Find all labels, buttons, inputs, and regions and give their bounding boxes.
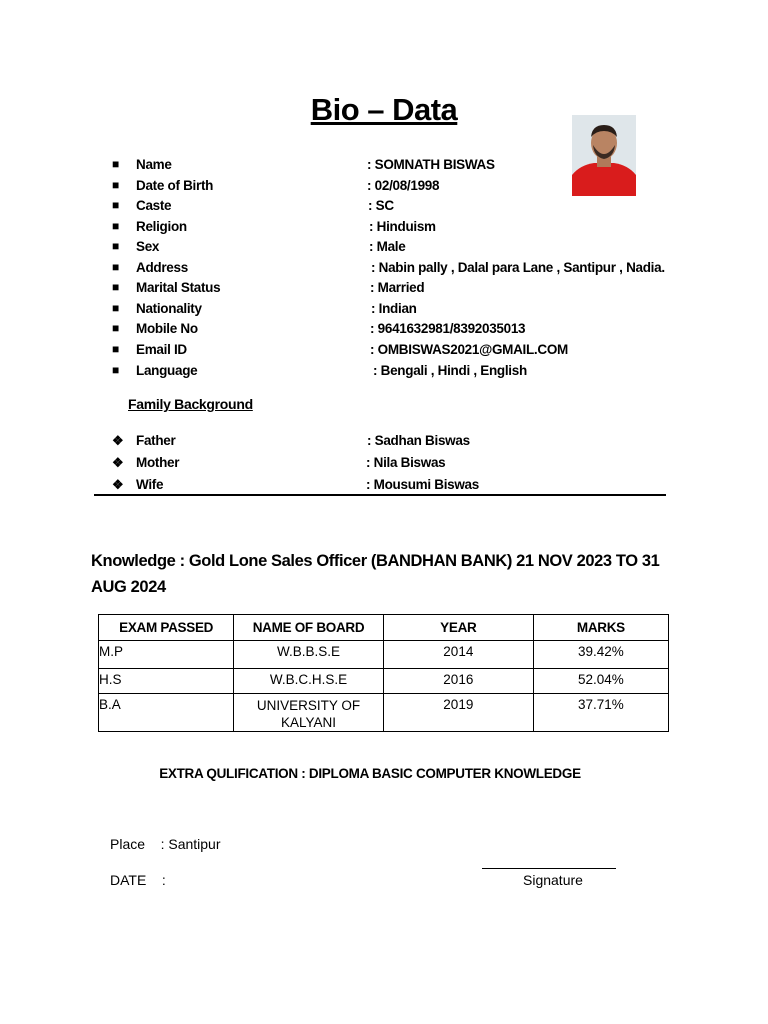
table-cell: W.B.B.S.E — [234, 641, 384, 669]
table-row — [99, 641, 669, 669]
detail-value: : SOMNATH BISWAS — [367, 157, 495, 172]
signature-label: Signature — [523, 872, 583, 888]
education-table — [98, 614, 669, 732]
table-cell: 2019 — [383, 694, 533, 732]
knowledge-text: Knowledge : Gold Lone Sales Officer (BANDHAN BANK) 21 NOV 2023 TO 31 AUG 2024 — [91, 552, 660, 596]
family-row-mother — [0, 455, 768, 475]
detail-row-mobile — [0, 321, 768, 341]
signature-line — [482, 868, 616, 869]
column-header: YEAR — [383, 615, 533, 641]
table-cell: 2014 — [383, 641, 533, 669]
family-value: : Sadhan Biswas — [367, 433, 470, 448]
column-header: MARKS — [533, 615, 668, 641]
detail-row-dob — [0, 178, 768, 198]
diamond-bullet-icon: ❖ — [112, 455, 124, 470]
detail-label: Mobile No — [136, 321, 198, 336]
section-divider — [94, 494, 666, 496]
detail-label: Address — [136, 260, 188, 275]
family-label: Father — [136, 433, 176, 448]
family-background-heading: Family Background — [128, 396, 253, 412]
family-label: Wife — [136, 477, 164, 492]
column-header: EXAM PASSED — [99, 615, 234, 641]
detail-value: : 02/08/1998 — [367, 178, 440, 193]
detail-value: : SC — [368, 198, 394, 213]
detail-row-sex — [0, 239, 768, 259]
detail-value: : Nabin pally , Dalal para Lane , Santipur , Nadia. — [371, 260, 665, 275]
detail-value: : OMBISWAS2021@GMAIL.COM — [370, 342, 568, 357]
square-bullet-icon: ■ — [112, 219, 119, 233]
square-bullet-icon: ■ — [112, 321, 119, 335]
table-cell: UNIVERSITY OF KALYANI — [234, 694, 384, 732]
square-bullet-icon: ■ — [112, 301, 119, 315]
table-cell: H.S — [99, 669, 234, 694]
square-bullet-icon: ■ — [112, 363, 119, 377]
detail-label: Language — [136, 363, 198, 378]
detail-label: Sex — [136, 239, 160, 254]
detail-value: : Hinduism — [369, 219, 436, 234]
square-bullet-icon: ■ — [112, 157, 119, 171]
detail-value: : Married — [370, 280, 425, 295]
detail-label: Caste — [136, 198, 172, 213]
detail-row-marital-status — [0, 280, 768, 300]
square-bullet-icon: ■ — [112, 260, 119, 274]
detail-row-language — [0, 363, 768, 383]
square-bullet-icon: ■ — [112, 239, 119, 253]
family-value: : Nila Biswas — [366, 455, 446, 470]
detail-label: Email ID — [136, 342, 187, 357]
table-cell: 39.42% — [533, 641, 668, 669]
place-field: Place : Santipur — [110, 836, 221, 852]
family-value: : Mousumi Biswas — [366, 477, 479, 492]
table-row — [99, 694, 669, 732]
detail-label: Nationality — [136, 301, 202, 316]
square-bullet-icon: ■ — [112, 342, 119, 356]
table-cell: W.B.C.H.S.E — [234, 669, 384, 694]
detail-row-name — [0, 157, 768, 177]
table-cell: 37.71% — [533, 694, 668, 732]
diamond-bullet-icon: ❖ — [112, 477, 124, 492]
detail-value: : 9641632981/8392035013 — [370, 321, 526, 336]
diamond-bullet-icon: ❖ — [112, 433, 124, 448]
family-row-father — [0, 433, 768, 453]
extra-qualification: EXTRA QULIFICATION : DIPLOMA BASIC COMPUTER KNOWLEDGE — [159, 766, 581, 781]
table-cell: 52.04% — [533, 669, 668, 694]
square-bullet-icon: ■ — [112, 198, 119, 212]
detail-label: Religion — [136, 219, 187, 234]
detail-row-email — [0, 342, 768, 362]
table-cell: 2016 — [383, 669, 533, 694]
detail-label: Marital Status — [136, 280, 221, 295]
square-bullet-icon: ■ — [112, 178, 119, 192]
table-row — [99, 669, 669, 694]
detail-label: Date of Birth — [136, 178, 214, 193]
detail-label: Name — [136, 157, 172, 172]
date-field: DATE : — [110, 872, 166, 888]
column-header: NAME OF BOARD — [234, 615, 384, 641]
detail-row-address — [0, 260, 768, 280]
detail-row-religion — [0, 219, 768, 239]
detail-value: : Male — [369, 239, 406, 254]
family-label: Mother — [136, 455, 180, 470]
page-title: Bio – Data — [310, 92, 458, 127]
table-header-row — [99, 615, 669, 641]
detail-value: : Bengali , Hindi , English — [373, 363, 527, 378]
detail-row-caste — [0, 198, 768, 218]
detail-value: : Indian — [371, 301, 417, 316]
detail-row-nationality — [0, 301, 768, 321]
table-cell: B.A — [99, 694, 234, 732]
table-cell: M.P — [99, 641, 234, 669]
square-bullet-icon: ■ — [112, 280, 119, 294]
